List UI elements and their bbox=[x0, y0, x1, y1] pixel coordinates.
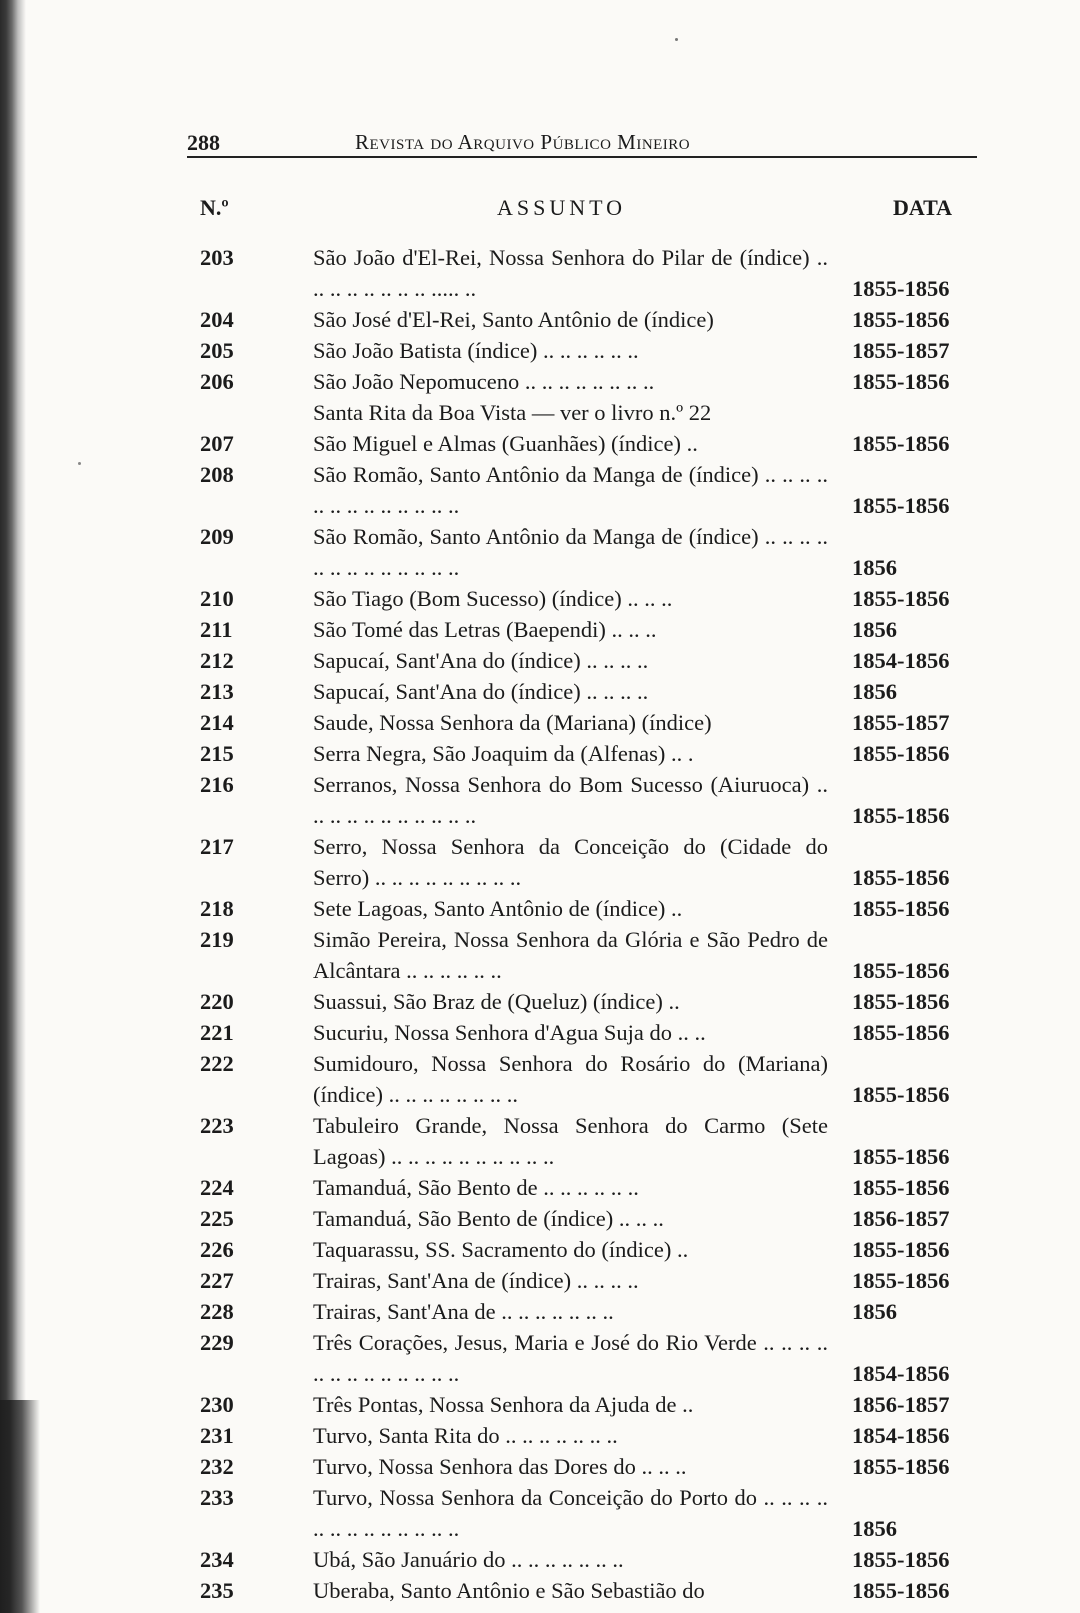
entry-subject: São João Nepomuceno .. .. .. .. .. .. .. .. bbox=[313, 369, 655, 394]
index-entries bbox=[200, 242, 1000, 1606]
entry-number: 209 bbox=[200, 524, 234, 549]
entry-number: 235 bbox=[200, 1578, 234, 1603]
entry-number: 221 bbox=[200, 1020, 234, 1045]
index-entry bbox=[200, 242, 1000, 304]
index-entry bbox=[200, 1544, 1000, 1575]
entry-number: 208 bbox=[200, 462, 234, 487]
entry-subject: Santa Rita da Boa Vista — ver o livro n.º 22 bbox=[313, 400, 712, 425]
entry-number: 213 bbox=[200, 679, 234, 704]
entry-subject: Serro, Nossa Senhora da Conceição do (Cidade do Serro) .. .. .. .. .. .. .. .. .. bbox=[313, 834, 828, 890]
entry-date: 1856 bbox=[852, 617, 897, 642]
entry-number: 216 bbox=[200, 772, 234, 797]
entry-number: 206 bbox=[200, 369, 234, 394]
entry-date: 1855-1856 bbox=[852, 803, 950, 828]
entry-subject: Trairas, Sant'Ana de .. .. .. .. .. .. .. bbox=[313, 1299, 614, 1324]
entry-subject: Sapucaí, Sant'Ana do (índice) .. .. .. .. bbox=[313, 648, 649, 673]
index-entry bbox=[200, 1327, 1000, 1389]
entry-number: 234 bbox=[200, 1547, 234, 1572]
entry-number: 215 bbox=[200, 741, 234, 766]
entry-date: 1855-1857 bbox=[852, 338, 950, 363]
entry-date: 1855-1856 bbox=[852, 741, 950, 766]
column-header-number: N.º bbox=[200, 195, 229, 220]
entry-date: 1856 bbox=[852, 1299, 897, 1324]
entry-subject: Turvo, Nossa Senhora da Conceição do Porto do .. .. .. .. .. .. .. .. .. .. .. .. .. bbox=[313, 1485, 828, 1541]
index-entry bbox=[200, 676, 1000, 707]
header-rule bbox=[187, 156, 977, 158]
entry-subject: São José d'El-Rei, Santo Antônio de (índice) bbox=[313, 307, 714, 332]
index-entry bbox=[200, 521, 1000, 583]
entry-date: 1854-1856 bbox=[852, 648, 950, 673]
entry-subject: Saude, Nossa Senhora da (Mariana) (índice) bbox=[313, 710, 712, 735]
entry-date: 1855-1856 bbox=[852, 896, 950, 921]
entry-subject: Serranos, Nossa Senhora do Bom Sucesso (Aiuruoca) .. .. .. .. .. .. .. .. .. .. .. bbox=[313, 772, 828, 828]
entry-date: 1855-1856 bbox=[852, 1547, 950, 1572]
entry-number: 204 bbox=[200, 307, 234, 332]
entry-date: 1855-1856 bbox=[852, 1020, 950, 1045]
index-entry bbox=[200, 366, 1000, 397]
entry-number: 210 bbox=[200, 586, 234, 611]
entry-number: 212 bbox=[200, 648, 234, 673]
entry-number: 205 bbox=[200, 338, 234, 363]
entry-number: 227 bbox=[200, 1268, 234, 1293]
entry-number: 231 bbox=[200, 1423, 234, 1448]
entry-date: 1855-1856 bbox=[852, 276, 950, 301]
index-entry bbox=[200, 1234, 1000, 1265]
entry-number: 211 bbox=[200, 617, 233, 642]
index-entry bbox=[200, 1389, 1000, 1420]
index-entry bbox=[200, 1482, 1000, 1544]
entry-subject: Serra Negra, São Joaquim da (Alfenas) .. . bbox=[313, 741, 694, 766]
column-header-date: DATA bbox=[893, 195, 953, 220]
print-speck bbox=[675, 38, 678, 41]
entry-number: 223 bbox=[200, 1113, 234, 1138]
index-entry bbox=[200, 1048, 1000, 1110]
index-entry bbox=[200, 1575, 1000, 1606]
entry-date: 1855-1856 bbox=[852, 586, 950, 611]
index-entry bbox=[200, 397, 1000, 428]
entry-date: 1854-1856 bbox=[852, 1423, 950, 1448]
page-number: 288 bbox=[187, 130, 220, 155]
entry-number: 222 bbox=[200, 1051, 234, 1076]
index-entry bbox=[200, 1451, 1000, 1482]
entry-number: 226 bbox=[200, 1237, 234, 1262]
index-entry bbox=[200, 769, 1000, 831]
index-entry bbox=[200, 1296, 1000, 1327]
entry-date: 1855-1856 bbox=[852, 1082, 950, 1107]
entry-date: 1856-1857 bbox=[852, 1392, 950, 1417]
entry-date: 1855-1856 bbox=[852, 1237, 950, 1262]
entry-subject: São Romão, Santo Antônio da Manga de (índice) .. .. .. .. .. .. .. .. .. .. .. .. .. bbox=[313, 524, 828, 580]
entry-date: 1855-1856 bbox=[852, 1175, 950, 1200]
entry-number: 218 bbox=[200, 896, 234, 921]
index-entry bbox=[200, 428, 1000, 459]
entry-subject: Turvo, Santa Rita do .. .. .. .. .. .. .. bbox=[313, 1423, 618, 1448]
index-entry bbox=[200, 304, 1000, 335]
entry-subject: Turvo, Nossa Senhora das Dores do .. .. .. bbox=[313, 1454, 687, 1479]
index-entry bbox=[200, 614, 1000, 645]
entry-date: 1856 bbox=[852, 1516, 897, 1541]
entry-subject: Sete Lagoas, Santo Antônio de (índice) .. bbox=[313, 896, 683, 921]
index-entry bbox=[200, 1203, 1000, 1234]
entry-number: 219 bbox=[200, 927, 234, 952]
entry-subject: Três Pontas, Nossa Senhora da Ajuda de .. bbox=[313, 1392, 694, 1417]
index-entry bbox=[200, 583, 1000, 614]
entry-number: 203 bbox=[200, 245, 234, 270]
entry-date: 1856-1857 bbox=[852, 1206, 950, 1231]
index-entry bbox=[200, 738, 1000, 769]
entry-subject: São Romão, Santo Antônio da Manga de (índice) .. .. .. .. .. .. .. .. .. .. .. .. .. bbox=[313, 462, 828, 518]
index-entry bbox=[200, 1172, 1000, 1203]
entry-subject: São João Batista (índice) .. .. .. .. .. .. bbox=[313, 338, 639, 363]
index-entry bbox=[200, 1420, 1000, 1451]
index-entry bbox=[200, 986, 1000, 1017]
index-entry bbox=[200, 707, 1000, 738]
journal-title: Revista do Arquivo Público Mineiro bbox=[355, 130, 691, 154]
entry-number: 220 bbox=[200, 989, 234, 1014]
entry-number: 233 bbox=[200, 1485, 234, 1510]
print-speck bbox=[78, 462, 81, 465]
entry-subject: Tamanduá, São Bento de .. .. .. .. .. .. bbox=[313, 1175, 639, 1200]
index-entry bbox=[200, 831, 1000, 893]
entry-number: 217 bbox=[200, 834, 234, 859]
entry-date: 1855-1856 bbox=[852, 865, 950, 890]
entry-number: 224 bbox=[200, 1175, 234, 1200]
entry-subject: Taquarassu, SS. Sacramento do (índice) .. bbox=[313, 1237, 689, 1262]
entry-date: 1856 bbox=[852, 679, 897, 704]
entry-date: 1855-1857 bbox=[852, 710, 950, 735]
entry-subject: Sapucaí, Sant'Ana do (índice) .. .. .. .. bbox=[313, 679, 649, 704]
entry-subject: Trairas, Sant'Ana de (índice) .. .. .. .. bbox=[313, 1268, 639, 1293]
entry-subject: Sucuriu, Nossa Senhora d'Agua Suja do .. .. bbox=[313, 1020, 706, 1045]
entry-date: 1855-1856 bbox=[852, 431, 950, 456]
entry-date: 1855-1856 bbox=[852, 989, 950, 1014]
index-entry bbox=[200, 1110, 1000, 1172]
entry-date: 1855-1856 bbox=[852, 1268, 950, 1293]
entry-subject: Suassui, São Braz de (Queluz) (índice) .. bbox=[313, 989, 680, 1014]
entry-date: 1854-1856 bbox=[852, 1361, 950, 1386]
entry-subject: São Tiago (Bom Sucesso) (índice) .. .. .. bbox=[313, 586, 673, 611]
entry-date: 1855-1856 bbox=[852, 493, 950, 518]
entry-subject: Tamanduá, São Bento de (índice) .. .. .. bbox=[313, 1206, 664, 1231]
entry-date: 1855-1856 bbox=[852, 307, 950, 332]
entry-date: 1855-1856 bbox=[852, 1144, 950, 1169]
entry-subject: São Miguel e Almas (Guanhães) (índice) .. bbox=[313, 431, 698, 456]
index-entry bbox=[200, 335, 1000, 366]
entry-subject: Tabuleiro Grande, Nossa Senhora do Carmo (Sete Lagoas) .. .. .. .. .. .. .. .. .. .. bbox=[313, 1113, 828, 1169]
entry-subject: São Tomé das Letras (Baependi) .. .. .. bbox=[313, 617, 657, 642]
entry-number: 232 bbox=[200, 1454, 234, 1479]
index-entry bbox=[200, 645, 1000, 676]
entry-subject: Uberaba, Santo Antônio e São Sebastião do bbox=[313, 1578, 705, 1603]
index-entry bbox=[200, 924, 1000, 986]
entry-date: 1856 bbox=[852, 555, 897, 580]
entry-date: 1855-1856 bbox=[852, 1454, 950, 1479]
entry-date: 1855-1856 bbox=[852, 1578, 950, 1603]
entry-subject: Sumidouro, Nossa Senhora do Rosário do (Mariana) (índice) .. .. .. .. .. .. .. .. bbox=[313, 1051, 828, 1107]
entry-number: 225 bbox=[200, 1206, 234, 1231]
index-entry bbox=[200, 459, 1000, 521]
entry-subject: Simão Pereira, Nossa Senhora da Glória e São Pedro de Alcântara .. .. .. .. .. .. bbox=[313, 927, 828, 983]
entry-number: 230 bbox=[200, 1392, 234, 1417]
index-entry bbox=[200, 893, 1000, 924]
entry-number: 229 bbox=[200, 1330, 234, 1355]
entry-number: 207 bbox=[200, 431, 234, 456]
entry-number: 214 bbox=[200, 710, 234, 735]
entry-number: 228 bbox=[200, 1299, 234, 1324]
entry-subject: Ubá, São Januário do .. .. .. .. .. .. .. bbox=[313, 1547, 624, 1572]
entry-subject: São João d'El-Rei, Nossa Senhora do Pilar de (índice) .. .. .. .. .. .. .. .. ..... .. bbox=[313, 245, 828, 301]
index-entry bbox=[200, 1017, 1000, 1048]
entry-date: 1855-1856 bbox=[852, 958, 950, 983]
entry-subject: Três Corações, Jesus, Maria e José do Rio Verde .. .. .. .. .. .. .. .. .. .. .. .. .. bbox=[313, 1330, 828, 1386]
entry-date: 1855-1856 bbox=[852, 369, 950, 394]
index-entry bbox=[200, 1265, 1000, 1296]
column-header-subject: ASSUNTO bbox=[497, 195, 627, 220]
